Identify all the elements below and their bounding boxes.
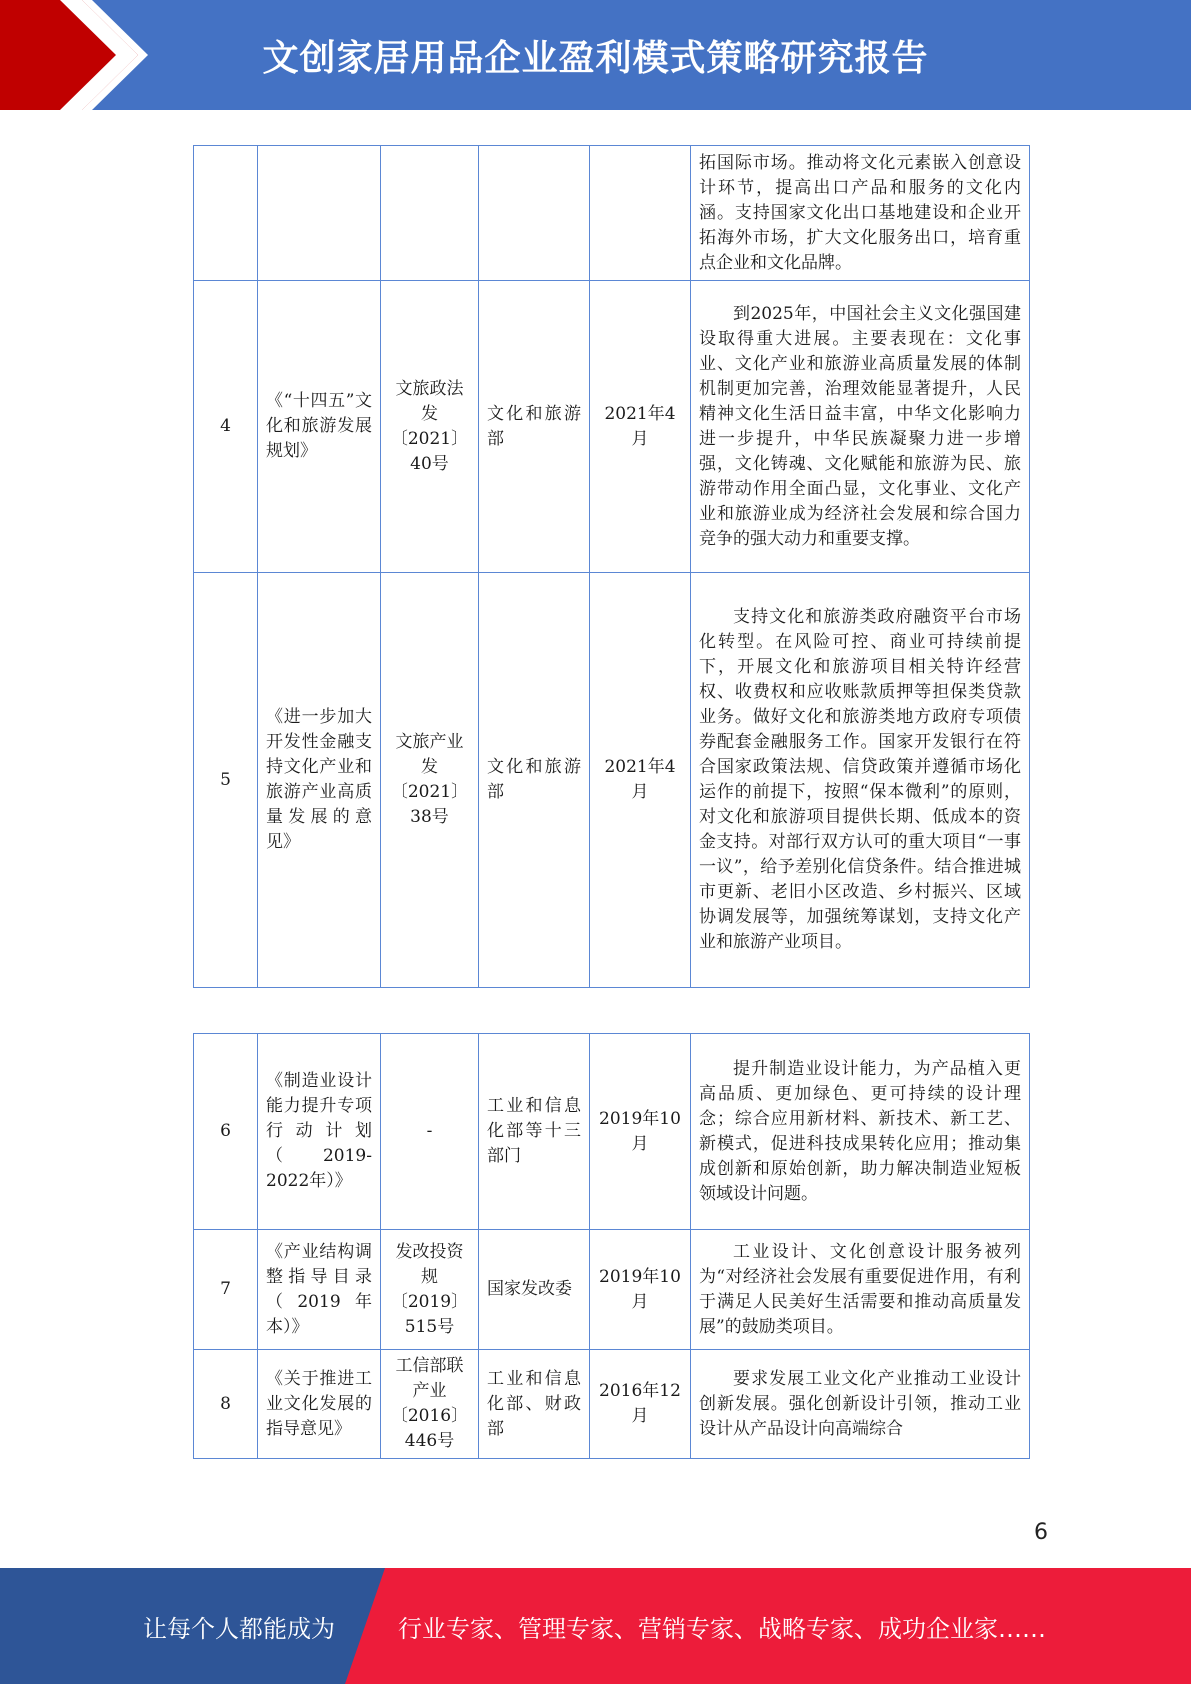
page-header bbox=[0, 0, 1191, 110]
cell-department: 工业和信息化部等十三部门 bbox=[479, 1034, 590, 1230]
cell-number: 7 bbox=[194, 1230, 258, 1350]
header-arrow-graphic bbox=[0, 0, 150, 110]
content-text: 到2025年，中国社会主义文化强国建设取得重大进展。主要表现在：文化事业、文化产业和旅游业高质量发展的体制机制更加完善，治理效能显著提升，人民精神文化生活日益丰富，中华文化影响力进一步提升，中华民族凝聚力进一步增强，文化铸魂、文化赋能和旅游为民、旅游带动作用全面凸显，文化事业、文化产业和旅游业成为经济社会发展和综合国力竞争的强大动力和重要支撑。 bbox=[699, 303, 1021, 549]
cell-policy-name bbox=[258, 146, 381, 281]
cell-policy-name: 《“十四五”文化和旅游发展规划》 bbox=[258, 281, 381, 573]
report-title: 文创家居用品企业盈利模式策略研究报告 bbox=[262, 37, 929, 79]
cell-date: 2019年10月 bbox=[590, 1034, 691, 1230]
cell-department: 国家发改委 bbox=[479, 1230, 590, 1350]
cell-date: 2016年12月 bbox=[590, 1350, 691, 1459]
table-row bbox=[194, 1350, 1030, 1459]
cell-content bbox=[691, 281, 1030, 573]
table-row bbox=[194, 573, 1030, 988]
cell-number: 6 bbox=[194, 1034, 258, 1230]
cell-date: 2021年4月 bbox=[590, 281, 691, 573]
cell-department bbox=[479, 146, 590, 281]
cell-date: 2021年4月 bbox=[590, 573, 691, 988]
cell-content bbox=[691, 146, 1030, 281]
cell-document-number bbox=[381, 146, 479, 281]
cell-number: 4 bbox=[194, 281, 258, 573]
cell-department: 工业和信息化部、财政部 bbox=[479, 1350, 590, 1459]
cell-department: 文化和旅游部 bbox=[479, 281, 590, 573]
cell-document-number: - bbox=[381, 1034, 479, 1230]
cell-content bbox=[691, 1350, 1030, 1459]
cell-department: 文化和旅游部 bbox=[479, 573, 590, 988]
table-row bbox=[194, 281, 1030, 573]
cell-policy-name: 《制造业设计能力提升专项行动计划（2019-2022年）》 bbox=[258, 1034, 381, 1230]
cell-document-number: 文旅政法发〔2021〕40号 bbox=[381, 281, 479, 573]
cell-document-number: 发改投资规〔2019〕515号 bbox=[381, 1230, 479, 1350]
cell-document-number: 工信部联产业〔2016〕446号 bbox=[381, 1350, 479, 1459]
footer-slogan-right: 行业专家、管理专家、营销专家、战略专家、成功企业家…… bbox=[398, 1614, 1046, 1643]
content-text: 要求发展工业文化产业推动工业设计创新发展。强化创新设计引领，推动工业设计从产品设计向高端综合 bbox=[699, 1368, 1021, 1439]
content-text: 支持文化和旅游类政府融资平台市场化转型。在风险可控、商业可持续前提下，开展文化和旅游项目相关特许经营权、收费权和应收账款质押等担保类贷款业务。做好文化和旅游类地方政府专项债券配套金融服务工作。国家开发银行在符合国家政策法规、信贷政策并遵循市场化运作的前提下，按照“保本微利”的原则，对文化和旅游项目提供长期、低成本的资金支持。对部行双方认可的重大项目“一事一议”，给予差别化信贷条件。结合推进城市更新、老旧小区改造、乡村振兴、区域协调发展等，加强统筹谋划，支持文化产业和旅游产业项目。 bbox=[699, 607, 1021, 952]
table-row bbox=[194, 1230, 1030, 1350]
content-text: 拓国际市场。推动将文化元素嵌入创意设计环节，提高出口产品和服务的文化内涵。支持国家文化出口基地建设和企业开拓海外市场，扩大文化服务出口，培育重点企业和文化品牌。 bbox=[699, 152, 1021, 273]
cell-content bbox=[691, 573, 1030, 988]
content-text: 工业设计、文化创意设计服务被列为“对经济社会发展有重要促进作用，有利于满足人民美好生活需要和推动高质量发展”的鼓励类项目。 bbox=[699, 1241, 1021, 1337]
cell-content bbox=[691, 1034, 1030, 1230]
cell-date: 2019年10月 bbox=[590, 1230, 691, 1350]
cell-policy-name: 《进一步加大开发性金融支持文化产业和旅游产业高质量发展的意见》 bbox=[258, 573, 381, 988]
cell-number bbox=[194, 146, 258, 281]
cell-content bbox=[691, 1230, 1030, 1350]
page-footer bbox=[0, 1568, 1191, 1684]
content-text: 提升制造业设计能力，为产品植入更高品质、更加绿色、更可持续的设计理念；综合应用新材料、新技术、新工艺、新模式，促进科技成果转化应用；推动集成创新和原始创新，助力解决制造业短板领域设计问题。 bbox=[699, 1058, 1021, 1204]
cell-policy-name: 《关于推进工业文化发展的指导意见》 bbox=[258, 1350, 381, 1459]
cell-document-number: 文旅产业发〔2021〕38号 bbox=[381, 573, 479, 988]
footer-slogan-left: 让每个人都能成为 bbox=[143, 1614, 335, 1643]
page-number: 6 bbox=[1034, 1520, 1048, 1545]
cell-date bbox=[590, 146, 691, 281]
policy-table-part2 bbox=[193, 1033, 1030, 1459]
policy-table-part1 bbox=[193, 145, 1030, 988]
cell-policy-name: 《产业结构调整指导目录（2019年本）》 bbox=[258, 1230, 381, 1350]
table-row bbox=[194, 146, 1030, 281]
cell-number: 5 bbox=[194, 573, 258, 988]
table-row bbox=[194, 1034, 1030, 1230]
cell-number: 8 bbox=[194, 1350, 258, 1459]
